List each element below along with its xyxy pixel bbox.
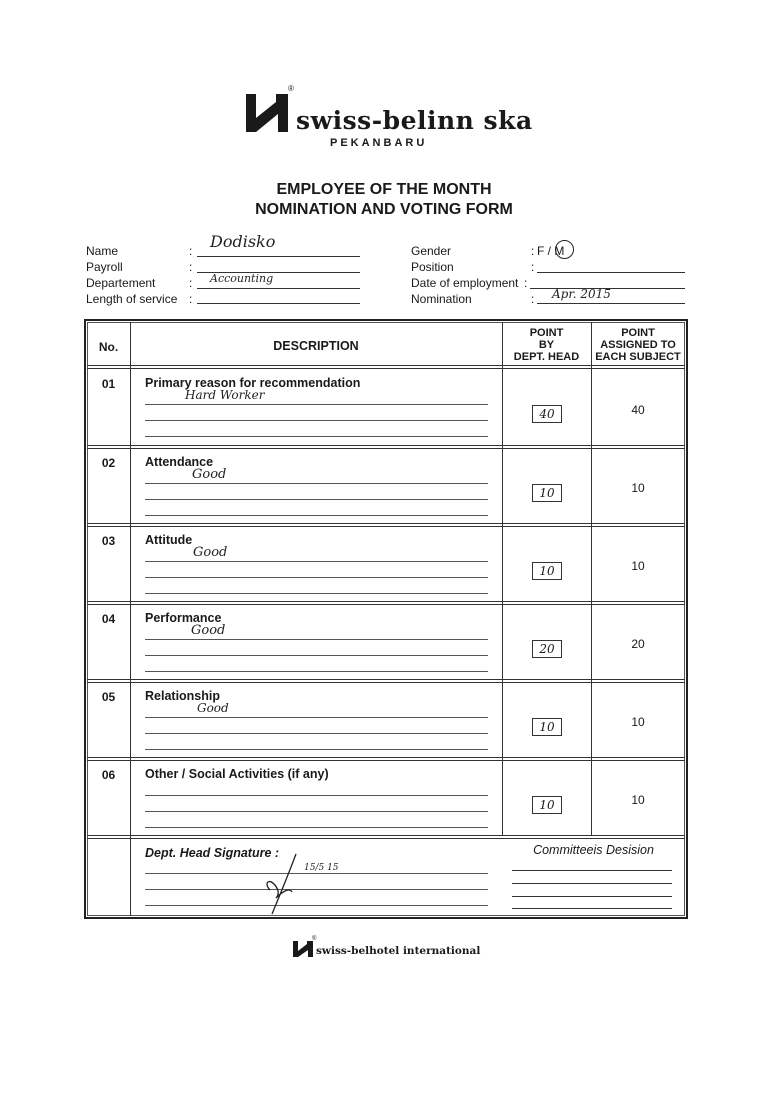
assigned-points: 20 <box>631 637 645 651</box>
registered-mark: ® <box>288 84 294 93</box>
name-value: Dodisko <box>210 232 276 251</box>
write-line[interactable] <box>145 420 488 421</box>
payroll-label: Payroll <box>86 260 123 274</box>
col-description-header: DESCRIPTION <box>273 339 359 353</box>
row-title: Attitude <box>145 533 193 547</box>
row-title: Performance <box>145 611 222 625</box>
signature-scribble-icon <box>262 850 306 920</box>
date-colon: : <box>524 276 528 290</box>
signature-line[interactable] <box>145 905 488 906</box>
col-no-header: No. <box>98 340 119 354</box>
assigned-points: 10 <box>631 793 645 807</box>
row-number: 02 <box>101 456 116 470</box>
dept-head-score[interactable]: 10 <box>532 484 562 502</box>
column-divider <box>591 322 592 836</box>
nomination-colon: : <box>531 292 535 306</box>
committee-line[interactable] <box>512 883 672 884</box>
col-point-assigned-line: ASSIGNED TO <box>600 339 676 351</box>
write-line[interactable] <box>145 499 488 500</box>
row-separator <box>87 757 685 758</box>
column-divider <box>502 322 503 836</box>
row-note: Hard Worker <box>185 388 265 402</box>
length-colon: : <box>189 292 193 306</box>
row-note: Good <box>192 467 227 482</box>
name-field[interactable] <box>197 256 360 257</box>
row-separator <box>87 445 685 446</box>
row-separator <box>87 601 685 602</box>
department-label: Departement <box>86 276 156 290</box>
row-separator <box>87 526 685 527</box>
row-number: 06 <box>101 768 116 782</box>
write-line[interactable] <box>145 483 488 484</box>
row-note: Good <box>193 545 228 560</box>
payroll-colon: : <box>189 260 193 274</box>
position-field[interactable] <box>537 272 685 273</box>
position-label: Position <box>411 260 454 274</box>
length-label: Length of service <box>86 292 178 306</box>
name-label: Name <box>86 244 119 258</box>
row-separator <box>87 365 685 366</box>
form-title-line1: EMPLOYEE OF THE MONTH <box>276 181 492 198</box>
row-note: Good <box>191 623 226 638</box>
write-line[interactable] <box>145 655 488 656</box>
write-line[interactable] <box>145 671 488 672</box>
assigned-points: 40 <box>631 403 645 417</box>
row-separator <box>87 523 685 524</box>
length-field[interactable] <box>197 303 360 304</box>
dept-head-score[interactable]: 10 <box>532 796 562 814</box>
row-separator <box>87 760 685 761</box>
row-number: 03 <box>101 534 116 548</box>
write-line[interactable] <box>145 577 488 578</box>
gender-circle <box>555 240 574 259</box>
row-title: Other / Social Activities (if any) <box>145 767 329 781</box>
dept-head-score[interactable]: 10 <box>532 718 562 736</box>
write-line[interactable] <box>145 795 488 796</box>
row-separator <box>87 448 685 449</box>
gender-value[interactable]: F / M <box>537 244 565 258</box>
footer-brand: swiss-belhotel international <box>316 945 481 957</box>
col-point-assigned-line: POINT <box>621 327 655 339</box>
column-divider <box>130 322 131 916</box>
write-line[interactable] <box>145 404 488 405</box>
nomination-label: Nomination <box>411 292 472 306</box>
swiss-belinn-logo-icon <box>244 92 290 134</box>
write-line[interactable] <box>145 827 488 828</box>
department-field[interactable] <box>197 288 360 289</box>
row-number: 01 <box>101 377 116 391</box>
col-point-head-line: POINT <box>529 327 564 339</box>
write-line[interactable] <box>145 811 488 812</box>
form-title-line2: NOMINATION AND VOTING FORM <box>255 201 513 218</box>
gender-colon: : <box>531 244 535 258</box>
row-separator <box>87 679 685 680</box>
nomination-field[interactable] <box>537 303 685 304</box>
write-line[interactable] <box>145 639 488 640</box>
city-name: PEKANBARU <box>330 137 428 149</box>
department-colon: : <box>189 276 193 290</box>
dept-head-score[interactable]: 40 <box>532 405 562 423</box>
row-title: Attendance <box>145 455 214 469</box>
col-point-assigned-line: EACH SUBJECT <box>595 351 681 363</box>
row-number: 05 <box>101 690 116 704</box>
row-number: 04 <box>101 612 116 626</box>
gender-label: Gender <box>411 244 452 258</box>
write-line[interactable] <box>145 436 488 437</box>
dept-head-score[interactable]: 20 <box>532 640 562 658</box>
col-point-head-line: BY <box>538 339 555 351</box>
write-line[interactable] <box>145 717 488 718</box>
row-separator <box>87 682 685 683</box>
dept-head-score[interactable]: 10 <box>532 562 562 580</box>
assigned-points: 10 <box>631 559 645 573</box>
row-note: Good <box>197 701 229 715</box>
nomination-value: Apr. 2015 <box>552 287 611 301</box>
dept-head-signature-label: Dept. Head Signature : <box>145 846 280 860</box>
date-label: Date of employment <box>411 276 519 290</box>
name-colon: : <box>189 244 193 258</box>
row-title: Relationship <box>145 689 221 703</box>
row-separator <box>87 835 685 836</box>
row-title: Primary reason for recommendation <box>145 376 361 390</box>
assigned-points: 10 <box>631 481 645 495</box>
committee-line[interactable] <box>512 896 672 897</box>
assigned-points: 10 <box>631 715 645 729</box>
committee-decision-label: Committeeis Desision <box>533 843 654 857</box>
signature-line[interactable] <box>145 889 488 890</box>
write-line[interactable] <box>145 749 488 750</box>
write-line[interactable] <box>145 593 488 594</box>
committee-line[interactable] <box>512 908 672 909</box>
col-point-assigned-header <box>591 327 685 363</box>
write-line[interactable] <box>145 515 488 516</box>
committee-line[interactable] <box>512 870 672 871</box>
signature-line[interactable] <box>145 873 488 874</box>
row-separator <box>87 838 685 839</box>
brand-name: swiss-belinn ska <box>296 106 533 135</box>
position-colon: : <box>531 260 535 274</box>
signature-date: 15/5 15 <box>304 863 339 873</box>
col-point-head-line: DEPT. HEAD <box>513 351 580 363</box>
write-line[interactable] <box>145 561 488 562</box>
row-separator <box>87 604 685 605</box>
swiss-belhotel-logo-icon <box>292 940 314 958</box>
row-separator <box>87 368 685 369</box>
footer-registered-mark: ® <box>312 936 317 942</box>
department-value: Accounting <box>210 272 274 285</box>
col-point-head-header <box>502 327 591 363</box>
write-line[interactable] <box>145 733 488 734</box>
